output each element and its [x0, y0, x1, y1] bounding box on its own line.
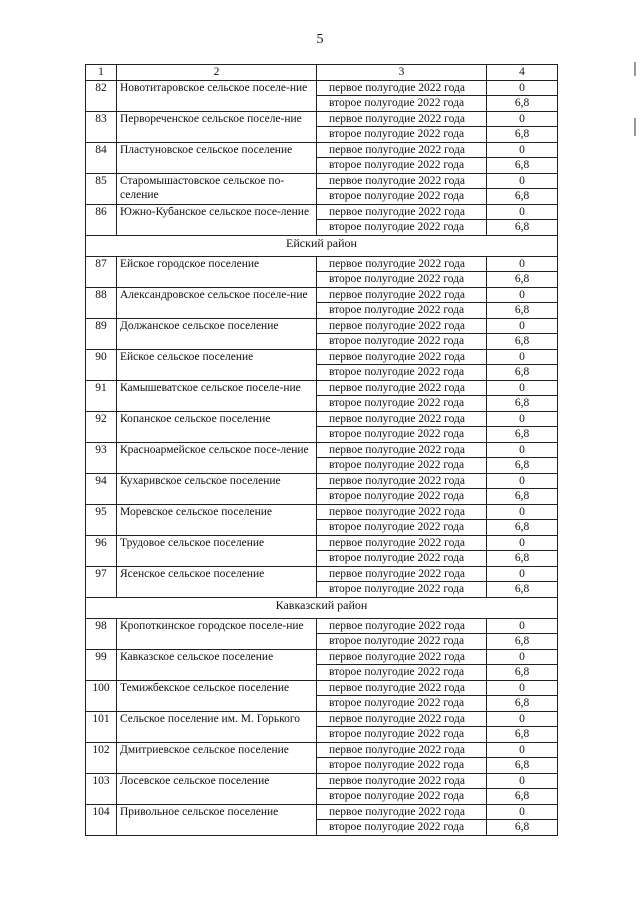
period-second: второе полугодие 2022 года — [317, 820, 487, 836]
period-first: первое полугодие 2022 года — [317, 773, 487, 789]
district-row — [86, 235, 558, 256]
row-number: 88 — [86, 287, 117, 318]
period-second: второе полугодие 2022 года — [317, 789, 487, 805]
value-first: 0 — [487, 742, 558, 758]
period-second: второе полугодие 2022 года — [317, 427, 487, 443]
period-second: второе полугодие 2022 года — [317, 365, 487, 381]
header-col-2: 2 — [117, 65, 317, 81]
value-first: 0 — [487, 504, 558, 520]
period-first: первое полугодие 2022 года — [317, 535, 487, 551]
row-number: 91 — [86, 380, 117, 411]
period-first: первое полугодие 2022 года — [317, 318, 487, 334]
settlement-name: Ейское городское поселение — [117, 256, 317, 287]
value-first: 0 — [487, 473, 558, 489]
table-row — [86, 504, 558, 520]
value-second: 6,8 — [487, 820, 558, 836]
value-first: 0 — [487, 773, 558, 789]
value-first: 0 — [487, 173, 558, 189]
value-first: 0 — [487, 111, 558, 127]
table-row — [86, 711, 558, 727]
header-col-1: 1 — [86, 65, 117, 81]
period-first: первое полугодие 2022 года — [317, 204, 487, 220]
table-row — [86, 287, 558, 303]
table-row — [86, 173, 558, 189]
value-first: 0 — [487, 256, 558, 272]
page-number: 5 — [316, 32, 324, 47]
settlement-name: Должанское сельское поселение — [117, 318, 317, 349]
period-second: второе полугодие 2022 года — [317, 189, 487, 205]
row-number: 90 — [86, 349, 117, 380]
table-row — [86, 773, 558, 789]
settlement-name: Кропоткинское городское поселе-ние — [117, 618, 317, 649]
settlement-name: Темижбекское сельское поселение — [117, 680, 317, 711]
period-first: первое полугодие 2022 года — [317, 804, 487, 820]
value-second: 6,8 — [487, 127, 558, 143]
period-first: первое полугодие 2022 года — [317, 411, 487, 427]
value-second: 6,8 — [487, 551, 558, 567]
period-second: второе полугодие 2022 года — [317, 696, 487, 712]
value-second: 6,8 — [487, 758, 558, 774]
value-first: 0 — [487, 649, 558, 665]
period-first: первое полугодие 2022 года — [317, 618, 487, 634]
district-name: Ейский район — [86, 235, 558, 256]
tariff-table — [85, 64, 558, 836]
value-second: 6,8 — [487, 634, 558, 650]
table-row — [86, 535, 558, 551]
value-second: 6,8 — [487, 489, 558, 505]
period-second: второе полугодие 2022 года — [317, 727, 487, 743]
table-row — [86, 618, 558, 634]
period-first: первое полугодие 2022 года — [317, 111, 487, 127]
table-row — [86, 742, 558, 758]
table-row — [86, 649, 558, 665]
value-second: 6,8 — [487, 272, 558, 288]
value-second: 6,8 — [487, 582, 558, 598]
value-first: 0 — [487, 711, 558, 727]
table-row — [86, 411, 558, 427]
period-second: второе полугодие 2022 года — [317, 158, 487, 174]
value-first: 0 — [487, 142, 558, 158]
row-number: 98 — [86, 618, 117, 649]
period-second: второе полугодие 2022 года — [317, 96, 487, 112]
settlement-name: Трудовое сельское поселение — [117, 535, 317, 566]
period-first: первое полугодие 2022 года — [317, 442, 487, 458]
table-row — [86, 349, 558, 365]
settlement-name: Старомышастовское сельское по-селение — [117, 173, 317, 204]
value-second: 6,8 — [487, 220, 558, 236]
settlement-name: Дмитриевское сельское поселение — [117, 742, 317, 773]
period-second: второе полугодие 2022 года — [317, 334, 487, 350]
value-second: 6,8 — [487, 696, 558, 712]
period-second: второе полугодие 2022 года — [317, 520, 487, 536]
settlement-name: Лосевское сельское поселение — [117, 773, 317, 804]
header-row — [86, 65, 558, 81]
period-second: второе полугодие 2022 года — [317, 758, 487, 774]
period-second: второе полугодие 2022 года — [317, 220, 487, 236]
header-col-4: 4 — [487, 65, 558, 81]
settlement-name: Ейское сельское поселение — [117, 349, 317, 380]
value-first: 0 — [487, 318, 558, 334]
settlement-name: Копанское сельское поселение — [117, 411, 317, 442]
value-second: 6,8 — [487, 789, 558, 805]
district-name: Кавказский район — [86, 597, 558, 618]
settlement-name: Сельское поселение им. М. Горького — [117, 711, 317, 742]
value-first: 0 — [487, 535, 558, 551]
scan-edge-mark — [634, 62, 636, 76]
period-first: первое полугодие 2022 года — [317, 349, 487, 365]
value-first: 0 — [487, 349, 558, 365]
value-first: 0 — [487, 618, 558, 634]
period-first: первое полугодие 2022 года — [317, 566, 487, 582]
value-second: 6,8 — [487, 96, 558, 112]
value-second: 6,8 — [487, 727, 558, 743]
settlement-name: Привольное сельское поселение — [117, 804, 317, 835]
period-second: второе полугодие 2022 года — [317, 127, 487, 143]
table-row — [86, 680, 558, 696]
value-second: 6,8 — [487, 158, 558, 174]
value-second: 6,8 — [487, 458, 558, 474]
value-first: 0 — [487, 566, 558, 582]
row-number: 104 — [86, 804, 117, 835]
period-first: первое полугодие 2022 года — [317, 256, 487, 272]
period-first: первое полугодие 2022 года — [317, 680, 487, 696]
row-number: 82 — [86, 80, 117, 111]
table-row — [86, 142, 558, 158]
value-second: 6,8 — [487, 334, 558, 350]
table-row — [86, 804, 558, 820]
period-first: первое полугодие 2022 года — [317, 711, 487, 727]
row-number: 86 — [86, 204, 117, 235]
period-second: второе полугодие 2022 года — [317, 272, 487, 288]
value-first: 0 — [487, 287, 558, 303]
row-number: 84 — [86, 142, 117, 173]
row-number: 92 — [86, 411, 117, 442]
row-number: 93 — [86, 442, 117, 473]
value-second: 6,8 — [487, 189, 558, 205]
period-first: первое полугодие 2022 года — [317, 473, 487, 489]
row-number: 89 — [86, 318, 117, 349]
value-first: 0 — [487, 680, 558, 696]
period-first: первое полугодие 2022 года — [317, 742, 487, 758]
settlement-name: Кухаривское сельское поселение — [117, 473, 317, 504]
period-first: первое полугодие 2022 года — [317, 504, 487, 520]
period-first: первое полугодие 2022 года — [317, 380, 487, 396]
row-number: 97 — [86, 566, 117, 597]
settlement-name: Камышеватское сельское поселе-ние — [117, 380, 317, 411]
value-second: 6,8 — [487, 303, 558, 319]
value-first: 0 — [487, 80, 558, 96]
value-second: 6,8 — [487, 427, 558, 443]
table-row — [86, 380, 558, 396]
period-second: второе полугодие 2022 года — [317, 396, 487, 412]
table-row — [86, 473, 558, 489]
settlement-name: Первореченское сельское поселе-ние — [117, 111, 317, 142]
row-number: 83 — [86, 111, 117, 142]
settlement-name: Красноармейское сельское посе-ление — [117, 442, 317, 473]
value-second: 6,8 — [487, 665, 558, 681]
table-row — [86, 256, 558, 272]
settlement-name: Ясенское сельское поселение — [117, 566, 317, 597]
table-row — [86, 442, 558, 458]
row-number: 101 — [86, 711, 117, 742]
row-number: 87 — [86, 256, 117, 287]
period-first: первое полугодие 2022 года — [317, 649, 487, 665]
period-first: первое полугодие 2022 года — [317, 142, 487, 158]
row-number: 96 — [86, 535, 117, 566]
table-row — [86, 80, 558, 96]
period-second: второе полугодие 2022 года — [317, 489, 487, 505]
row-number: 102 — [86, 742, 117, 773]
row-number: 94 — [86, 473, 117, 504]
row-number: 103 — [86, 773, 117, 804]
row-number: 85 — [86, 173, 117, 204]
table-row — [86, 318, 558, 334]
value-first: 0 — [487, 204, 558, 220]
period-first: первое полугодие 2022 года — [317, 287, 487, 303]
period-second: второе полугодие 2022 года — [317, 582, 487, 598]
value-first: 0 — [487, 380, 558, 396]
row-number: 100 — [86, 680, 117, 711]
period-first: первое полугодие 2022 года — [317, 80, 487, 96]
value-second: 6,8 — [487, 365, 558, 381]
settlement-name: Новотитаровское сельское поселе-ние — [117, 80, 317, 111]
header-col-3: 3 — [317, 65, 487, 81]
value-first: 0 — [487, 411, 558, 427]
settlement-name: Пластуновское сельское поселение — [117, 142, 317, 173]
table-row — [86, 111, 558, 127]
settlement-name: Кавказское сельское поселение — [117, 649, 317, 680]
district-row — [86, 597, 558, 618]
row-number: 95 — [86, 504, 117, 535]
settlement-name: Южно-Кубанское сельское посе-ление — [117, 204, 317, 235]
period-second: второе полугодие 2022 года — [317, 303, 487, 319]
period-second: второе полугодие 2022 года — [317, 665, 487, 681]
value-second: 6,8 — [487, 396, 558, 412]
period-second: второе полугодие 2022 года — [317, 458, 487, 474]
scan-edge-mark — [634, 118, 636, 136]
period-second: второе полугодие 2022 года — [317, 634, 487, 650]
settlement-name: Александровское сельское поселе-ние — [117, 287, 317, 318]
period-first: первое полугодие 2022 года — [317, 173, 487, 189]
table-row — [86, 566, 558, 582]
row-number: 99 — [86, 649, 117, 680]
table-row — [86, 204, 558, 220]
value-first: 0 — [487, 804, 558, 820]
period-second: второе полугодие 2022 года — [317, 551, 487, 567]
settlement-name: Моревское сельское поселение — [117, 504, 317, 535]
value-second: 6,8 — [487, 520, 558, 536]
value-first: 0 — [487, 442, 558, 458]
